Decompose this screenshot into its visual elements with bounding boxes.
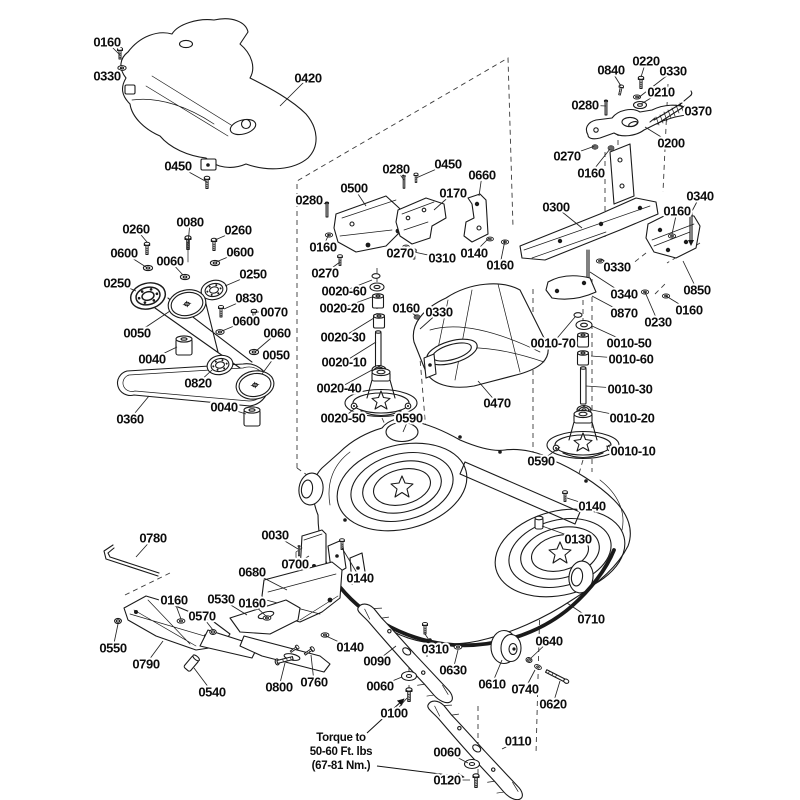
part-label-0470: 0470 [483,395,511,411]
part-label-0020-30: 0020-30 [320,329,366,345]
part-label-0280: 0280 [295,192,323,208]
part-label-0550: 0550 [99,640,127,656]
part-label-0070: 0070 [260,304,288,320]
part-label-0360: 0360 [116,411,144,427]
part-label-0600: 0600 [226,244,254,260]
part-label-0620: 0620 [539,696,567,712]
part-label-0140: 0140 [336,639,364,655]
part-label-0680: 0680 [238,564,266,580]
part-label-0310: 0310 [421,641,449,657]
axle-bolt-0620 [545,669,569,684]
part-label-0330: 0330 [659,63,687,79]
part-label-0340: 0340 [610,286,638,302]
part-label-0100: 0100 [380,705,408,721]
part-label-0450: 0450 [434,156,462,172]
part-label-0060: 0060 [366,678,394,694]
part-label-0120: 0120 [433,772,461,788]
part-label-0310: 0310 [428,250,456,266]
part-label-0210: 0210 [647,84,675,100]
part-label-0160: 0160 [160,592,188,608]
part-label-0060: 0060 [263,325,291,341]
part-label-0870: 0870 [610,305,638,321]
bracket-0660-part [464,194,493,242]
part-label-0160: 0160 [309,239,337,255]
part-label-0420: 0420 [294,70,322,86]
part-label-0600: 0600 [232,313,260,329]
part-label-0160: 0160 [675,302,703,318]
part-label-0160: 0160 [93,34,121,50]
part-label-0220: 0220 [632,53,660,69]
discharge-chute-part [413,284,548,387]
torque-note-line-2: 50-60 Ft. lbs [309,746,373,758]
part-label-0050: 0050 [262,347,290,363]
part-label-0170: 0170 [439,185,467,201]
part-label-0200: 0200 [657,135,685,151]
part-label-0790: 0790 [132,656,160,672]
part-label-0140: 0140 [346,570,374,586]
part-label-0600: 0600 [110,245,138,261]
part-label-0010-60: 0010-60 [608,351,654,367]
part-label-0010-30: 0010-30 [607,381,653,397]
part-label-0370: 0370 [684,103,712,119]
part-label-0710: 0710 [577,611,605,627]
part-label-0160: 0160 [663,203,691,219]
part-label-0160: 0160 [392,300,420,316]
part-label-0160: 0160 [486,257,514,273]
part-label-0010-50: 0010-50 [606,335,652,351]
clevis-pin-0540 [183,654,200,672]
part-label-0590: 0590 [395,410,423,426]
bracket-0850-part [646,212,700,258]
part-label-0760: 0760 [300,674,328,690]
part-label-0280: 0280 [382,161,410,177]
part-label-0610: 0610 [478,676,506,692]
part-label-0010-10: 0010-10 [610,443,656,459]
part-label-0640: 0640 [535,633,563,649]
part-label-0050: 0050 [123,325,151,341]
part-label-0820: 0820 [184,375,212,391]
part-label-0590: 0590 [527,453,555,469]
guard-0870-part [546,276,596,299]
part-label-0830: 0830 [235,290,263,306]
part-label-0090: 0090 [363,653,391,669]
part-label-0040: 0040 [210,399,238,415]
torque-note-line-3: (67-81 Nm.) [311,760,371,772]
part-label-0110: 0110 [504,733,532,749]
part-label-0330: 0330 [603,259,631,275]
part-label-0530: 0530 [207,591,235,607]
part-label-0010-20: 0010-20 [609,410,655,426]
part-label-0330: 0330 [93,68,121,84]
part-label-0040: 0040 [138,351,166,367]
part-label-0060: 0060 [433,744,461,760]
part-label-0260: 0260 [122,221,150,237]
part-label-0250: 0250 [239,266,267,282]
part-label-0500: 0500 [340,180,368,196]
part-label-0020-20: 0020-20 [319,300,365,316]
part-label-0140: 0140 [460,245,488,261]
part-label-0020-10: 0020-10 [321,354,367,370]
part-label-0160: 0160 [238,595,266,611]
part-label-0740: 0740 [511,681,539,697]
part-label-0250: 0250 [103,275,131,291]
part-label-0660: 0660 [468,167,496,183]
part-label-0080: 0080 [176,214,204,230]
torque-note-line-1: Torque to [316,732,366,744]
part-label-0280: 0280 [571,97,599,113]
part-label-0780: 0780 [139,530,167,546]
part-label-0450: 0450 [164,158,192,174]
part-label-0800: 0800 [265,679,293,695]
part-label-0260: 0260 [224,222,252,238]
part-label-0270: 0270 [553,148,581,164]
lift-rod-part [104,545,159,576]
part-label-0020-40: 0020-40 [316,380,362,396]
part-label-0700: 0700 [281,556,309,572]
part-label-0270: 0270 [311,265,339,281]
part-label-0160: 0160 [577,165,605,181]
part-label-0850: 0850 [683,282,711,298]
part-label-0020-50: 0020-50 [320,410,366,426]
part-label-0270: 0270 [386,245,414,261]
part-label-0140: 0140 [578,498,606,514]
part-label-0540: 0540 [198,684,226,700]
belt-cover-part [117,19,316,189]
torque-note [310,732,373,772]
part-label-0570: 0570 [188,608,216,624]
part-label-0340: 0340 [686,188,714,204]
part-label-0010-70: 0010-70 [530,335,576,351]
part-label-0300: 0300 [542,199,570,215]
part-label-0230: 0230 [644,314,672,330]
part-label-0130: 0130 [564,531,592,547]
part-label-0020-60: 0020-60 [321,283,367,299]
part-label-0630: 0630 [439,662,467,678]
part-label-0840: 0840 [597,62,625,78]
part-label-0060: 0060 [156,253,184,269]
part-label-0330: 0330 [425,304,453,320]
part-label-0030: 0030 [261,527,289,543]
